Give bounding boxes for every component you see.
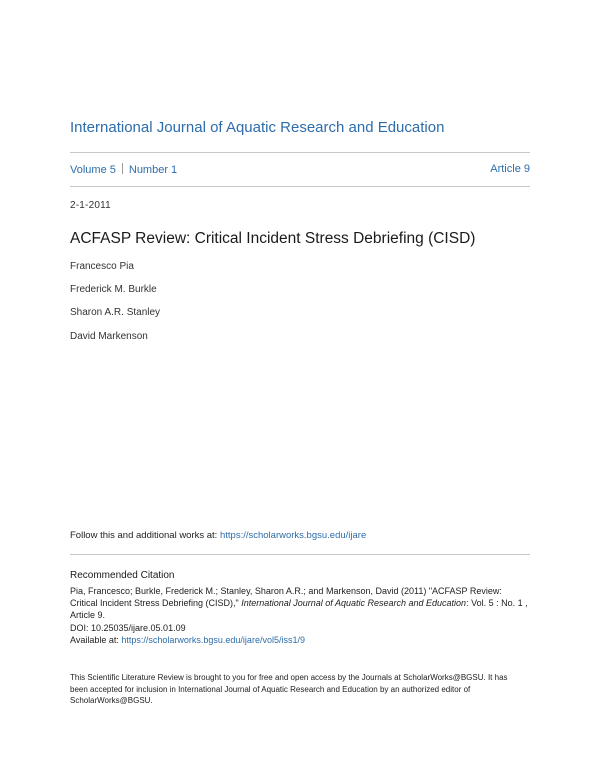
volume-link[interactable]: Volume 5: [70, 164, 116, 176]
article-title: ACFASP Review: Critical Incident Stress Debriefing (CISD): [70, 230, 476, 247]
available-link[interactable]: https://scholarworks.bgsu.edu/ijare/vol5/iss1/9: [121, 634, 305, 645]
follow-text: Follow this and additional works at:: [70, 530, 220, 541]
author-name[interactable]: David Markenson: [70, 331, 148, 342]
publication-date: 2-1-2011: [70, 200, 111, 211]
number-link[interactable]: Number 1: [128, 164, 178, 176]
citation-block: [70, 585, 530, 646]
citation-journal: International Journal of Aquatic Research and Education: [241, 598, 467, 609]
author-name[interactable]: Frederick M. Burkle: [70, 284, 157, 295]
author-name[interactable]: Sharon A.R. Stanley: [70, 307, 161, 318]
citation-doi: DOI: 10.25035/ijare.05.01.09: [70, 622, 186, 633]
access-notice: This Scientific Literature Review is brought to you for free and open access by the Journals at ScholarWorks@BGSU. It has been accepted for inclusion in International Journal of Aquatic Research and Education by an authorized editor of ScholarWorks@BGSU.: [70, 673, 508, 706]
divider-top: [70, 152, 530, 153]
author-name[interactable]: Francesco Pia: [70, 261, 134, 272]
citation-volume: : Vol. 5 : No. 1 , Article 9.: [70, 598, 528, 621]
issue-info-row: [70, 163, 530, 177]
follow-line: [70, 530, 366, 541]
volume-number-group: [70, 163, 177, 176]
journal-title-link[interactable]: International Journal of Aquatic Research and Education: [70, 119, 445, 136]
issue-separator: [122, 163, 123, 174]
divider-issue: [70, 186, 530, 187]
available-label: Available at:: [70, 634, 122, 645]
recommended-citation-heading: Recommended Citation: [70, 570, 175, 581]
follow-link[interactable]: https://scholarworks.bgsu.edu/ijare: [219, 530, 367, 541]
divider-citation: [70, 554, 530, 555]
citation-text: Pia, Francesco; Burkle, Frederick M.; Stanley, Sharon A.R.; and Markenson, David (2011) "ACFASP Review: Critical Incident Stress Debriefing (CISD),": [70, 586, 502, 609]
article-number-link[interactable]: Article 9: [490, 163, 530, 175]
